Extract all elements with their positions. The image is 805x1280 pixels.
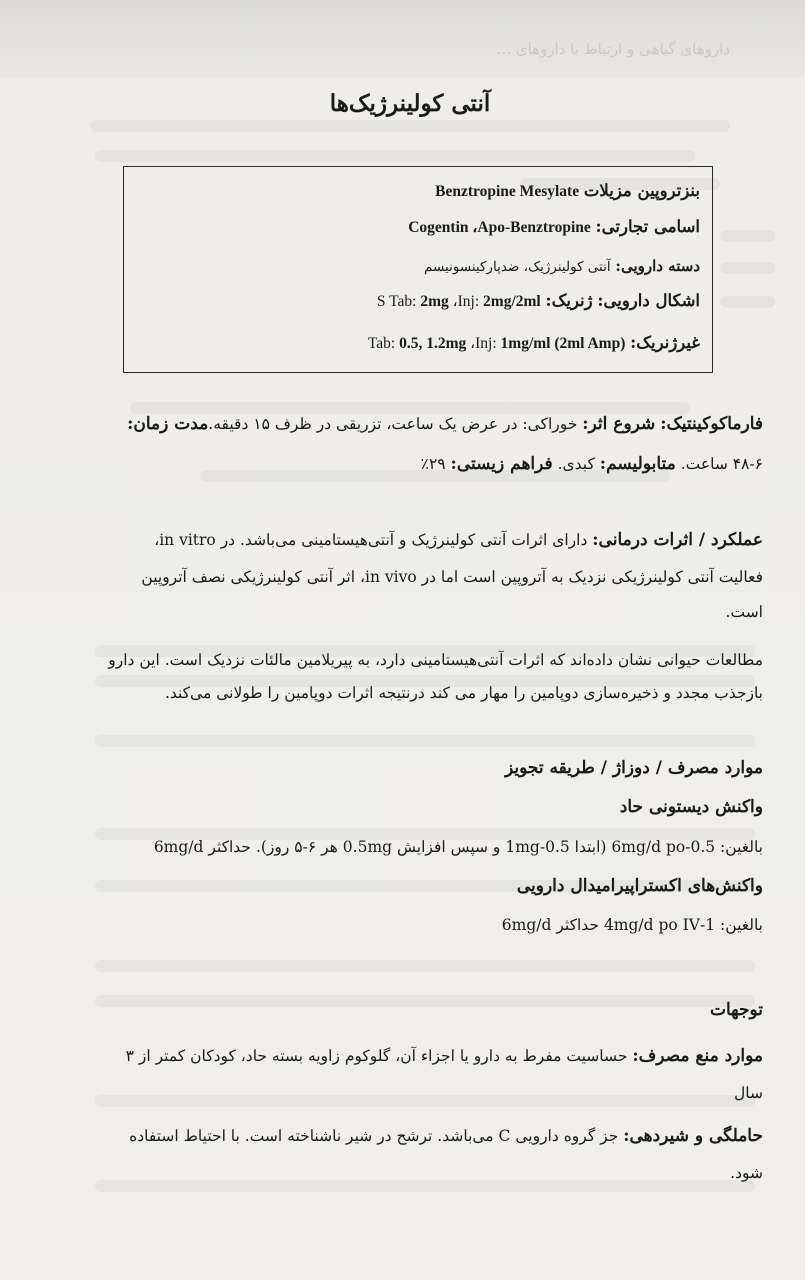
action-line2: فعالیت آنتی کولینرژیکی نزدیک به آتروپین است اما در in vivo، اثر آنتی کولینرژیکی نصف آتروپین — [141, 568, 763, 586]
action-line1 — [35, 530, 763, 550]
pharmacokinetics-line1 — [35, 414, 763, 434]
action-text1: دارای اثرات آنتی کولینرژیک و آنتی‌هیستامینی می‌باشد. در in vitro، — [154, 531, 588, 549]
duration-text: ۴۸-۶ ساعت. — [680, 455, 763, 473]
pregnancy-line2: شود. — [730, 1164, 763, 1182]
action-line3: است. — [725, 603, 763, 621]
trade-names-value: Cogentin ،Apo-Benztropine — [408, 219, 591, 236]
trade-names-row — [136, 217, 700, 237]
drug-name-row — [136, 181, 700, 201]
generic-forms — [377, 293, 541, 310]
contraindications-label: موارد منع مصرف: — [632, 1046, 763, 1066]
dosage-forms-row — [136, 291, 700, 311]
contraindications-text: حساسیت مفرط به دارو یا اجزاء آن، گلوکوم زاویه بسته حاد، کودکان کمتر از ۳ — [125, 1047, 628, 1065]
page-title: آنتی کولینرژیک‌ها — [329, 90, 491, 117]
action-line4: مطالعات حیوانی نشان داده‌اند که اثرات آنتی‌هیستامینی دارد، به پیریلامین مالئات نزدیک است. این دارو — [108, 651, 763, 669]
pregnancy-label: حاملگی و شیردهی: — [623, 1126, 763, 1146]
trade-names-label: اسامی تجارتی: — [595, 217, 700, 236]
nongeneric-tab-label: Tab: — [367, 335, 396, 352]
nongeneric-row — [136, 333, 700, 353]
metabolism-text: کبدی. — [557, 455, 595, 473]
pregnancy-line1 — [35, 1126, 763, 1146]
metabolism-label: متابولیسم: — [599, 454, 676, 474]
bioavailability-text: ۲۹٪ — [420, 455, 446, 473]
eps-dose: بالغین: 1-4mg/d po IV حداکثر 6mg/d — [501, 916, 763, 934]
pharmacokinetics-line2 — [35, 454, 763, 474]
drug-info-box — [123, 166, 713, 373]
drug-name-fa: بنزتروپین مزیلات — [583, 181, 700, 200]
drug-class-value: آنتی کولینرژیک، ضدپارکینسونیسم — [423, 259, 611, 275]
dosage-forms-label: اشکال دارویی: — [597, 291, 700, 310]
dosage-heading: موارد مصرف / دوزاژ / طریقه تجویز — [504, 758, 763, 778]
running-header: داروهای گیاهی و ارتباط با داروهای ... — [496, 40, 730, 58]
action-label: عملکرد / اثرات درمانی: — [592, 530, 763, 550]
drug-name-en: Benztropine Mesylate — [435, 183, 580, 200]
duration-label: مدت زمان: — [127, 414, 209, 434]
nongeneric-tab-dose: 0.5, 1.2mg — [399, 335, 467, 352]
generic-label: ژنریک: — [545, 291, 593, 310]
nongeneric-inj-dose: 1mg/ml (2ml Amp) — [500, 335, 626, 352]
generic-inj-dose: 2mg/2ml — [483, 293, 541, 310]
pharmacokinetics-label: فارماکوکینتیک: — [660, 414, 763, 434]
dystonia-subheading: واکنش دیستونی حاد — [619, 797, 763, 817]
generic-tab-dose: 2mg — [420, 293, 449, 310]
eps-subheading: واکنش‌های اکستراپیرامیدال دارویی — [516, 876, 763, 896]
nongeneric-inj-label: ،Inj: — [470, 335, 497, 352]
action-line5: بازجذب مجدد و ذخیره‌سازی دوپامین را مهار می کند درنتیجه اثرات دوپامین را طولانی می‌کند. — [164, 684, 763, 702]
contraindications-line2: سال — [734, 1084, 763, 1102]
generic-tab-label: S Tab: — [376, 293, 417, 310]
nongeneric-label: غیرژنریک: — [630, 333, 700, 352]
onset-label: شروع اثر: — [582, 414, 656, 434]
generic-inj-label: ،Inj: — [452, 293, 480, 310]
notes-heading: توجهات — [709, 1000, 763, 1020]
nongeneric-forms — [368, 335, 626, 352]
contraindications-line1 — [35, 1046, 763, 1066]
dystonia-dose: بالغین: 0.5-6mg/d po (ابتدا 0.5-1mg و سپس افزایش 0.5mg هر ۶-۵ روز). حداکثر 6mg/d — [153, 838, 763, 856]
onset-text: خوراکی: در عرض یک ساعت، تزریقی در ظرف ۱۵ دقیقه. — [208, 415, 578, 433]
bioavailability-label: فراهم زیستی: — [450, 454, 553, 474]
drug-class-label: دسته دارویی: — [615, 257, 700, 275]
pregnancy-text: جز گروه دارویی C می‌باشد. ترشح در شیر ناشناخته است. با احتیاط استفاده — [129, 1127, 619, 1145]
drug-class-row — [136, 257, 700, 275]
